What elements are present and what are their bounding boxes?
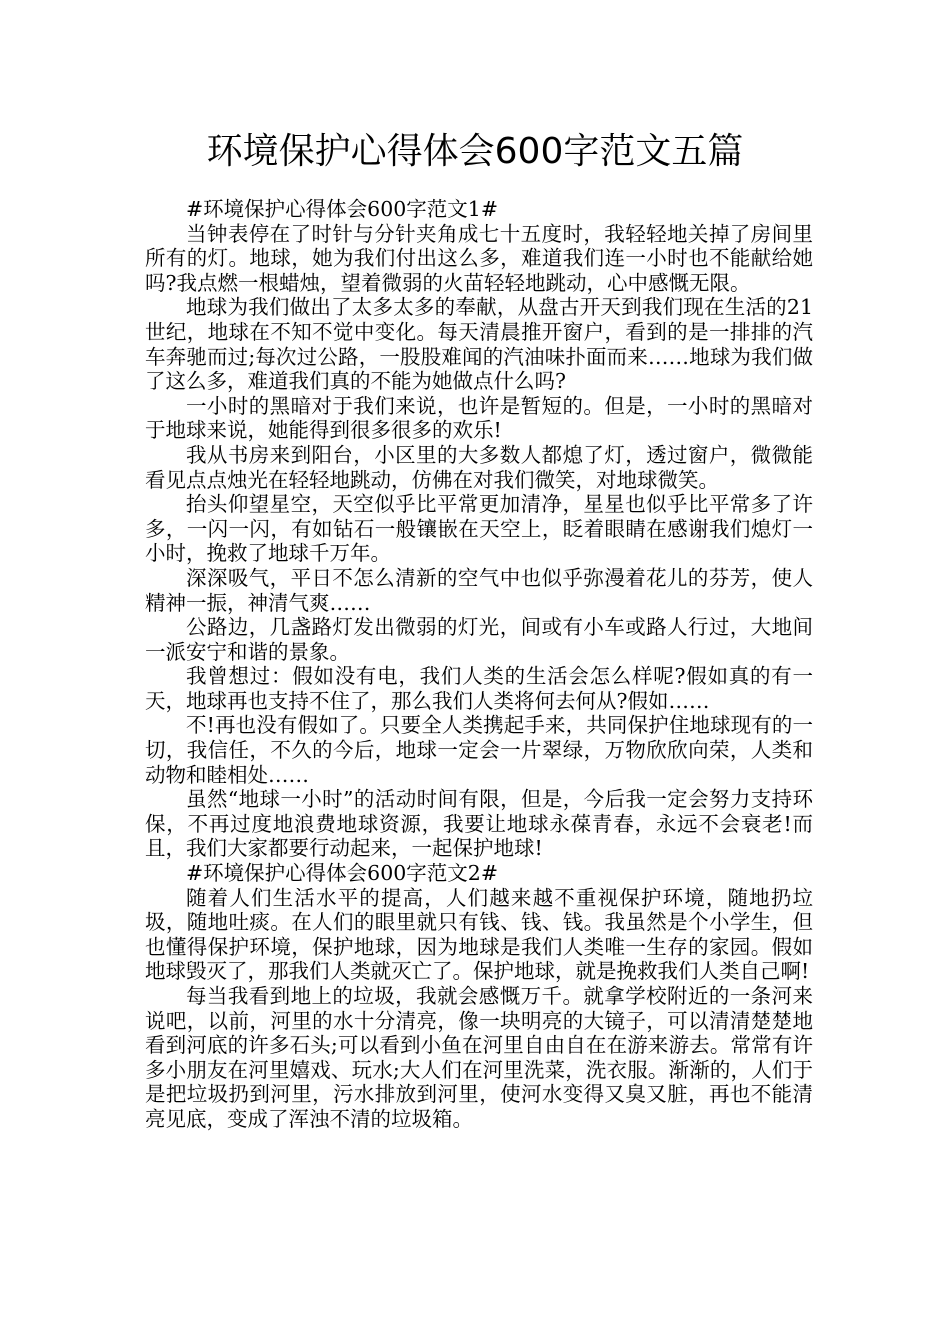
section-heading-1: #环境保护心得体会600字范文1# xyxy=(186,197,499,221)
paragraph: 不!再也没有假如了。只要全人类携起手来，共同保护住地球现有的一切，我信任，不久的今后，地球一定会一片翠绿，万物欣欣向荣，人类和动物和睦相处…… xyxy=(145,713,813,787)
document-title: 环境保护心得体会600字范文五篇 xyxy=(206,131,744,172)
paragraph: 深深吸气，平日不怎么清新的空气中也似乎弥漫着花儿的芬芳，使人精神一振，神清气爽…… xyxy=(145,565,813,615)
paragraph: 虽然“地球一小时”的活动时间有限，但是，今后我一定会努力支持环保，不再过度地浪费地球资源，我要让地球永葆青春，永远不会衰老!而且，我们大家都要行动起来，一起保护地球! xyxy=(145,787,813,861)
paragraph: 一小时的黑暗对于我们来说，也许是暂短的。但是，一小时的黑暗对于地球来说，她能得到很多很多的欢乐! xyxy=(145,393,813,443)
section-heading-2: #环境保护心得体会600字范文2# xyxy=(186,861,499,886)
paragraph: 我从书房来到阳台，小区里的大多数人都熄了灯，透过窗户，微微能看见点点烛光在轻轻地跳动，仿佛在对我们微笑，对地球微笑。 xyxy=(145,442,813,492)
paragraph: 当钟表停在了时针与分针夹角成七十五度时，我轻轻地关掉了房间里所有的灯。地球，她为我们付出这么多，难道我们连一小时也不能献给她吗?我点燃一根蜡烛，望着微弱的火苗轻轻地跳动，心中感慨无限。 xyxy=(145,221,813,295)
paragraph: 每当我看到地上的垃圾，我就会感慨万千。就拿学校附近的一条河来说吧，以前，河里的水十分清亮，像一块明亮的大镜子，可以清清楚楚地看到河底的许多石头;可以看到小鱼在河里自由自在在游来游去。常常有许多小朋友在河里嬉戏、玩水;大人们在河里洗菜，洗衣服。渐渐的，人们于是把垃圾扔到河里，污水排放到河里，使河水变得又臭又脏，再也不能清亮见底，变成了浑浊不清的垃圾箱。 xyxy=(145,984,813,1131)
paragraph: 随着人们生活水平的提高，人们越来越不重视保护环境，随地扔垃圾，随地吐痰。在人们的眼里就只有钱、钱、钱。我虽然是个小学生，但也懂得保护环境，保护地球，因为地球是我们人类唯一生存的家园。假如地球毁灭了，那我们人类就灭亡了。保护地球，就是挽救我们人类自己啊! xyxy=(145,885,813,984)
paragraph: 地球为我们做出了太多太多的奉献，从盘古开天到我们现在生活的21世纪，地球在不知不觉中变化。每天清晨推开窗户，看到的是一排排的汽车奔驰而过;每次过公路，一股股难闻的汽油味扑面而来……地球为我们做了这么多，难道我们真的不能为她做点什么吗? xyxy=(145,295,813,394)
paragraph: 抬头仰望星空，天空似乎比平常更加清净，星星也似乎比平常多了许多，一闪一闪，有如钻石一般镶嵌在天空上，眨着眼睛在感谢我们熄灯一小时，挽救了地球千万年。 xyxy=(145,492,813,566)
paragraph: 我曾想过：假如没有电，我们人类的生活会怎么样呢?假如真的有一天，地球再也支持不住了，那么我们人类将何去何从?假如…… xyxy=(145,664,813,713)
paragraph: 公路边，几盏路灯发出微弱的灯光，间或有小车或路人行过，大地间一派安宁和谐的景象。 xyxy=(145,615,813,664)
document-body xyxy=(145,197,813,1132)
